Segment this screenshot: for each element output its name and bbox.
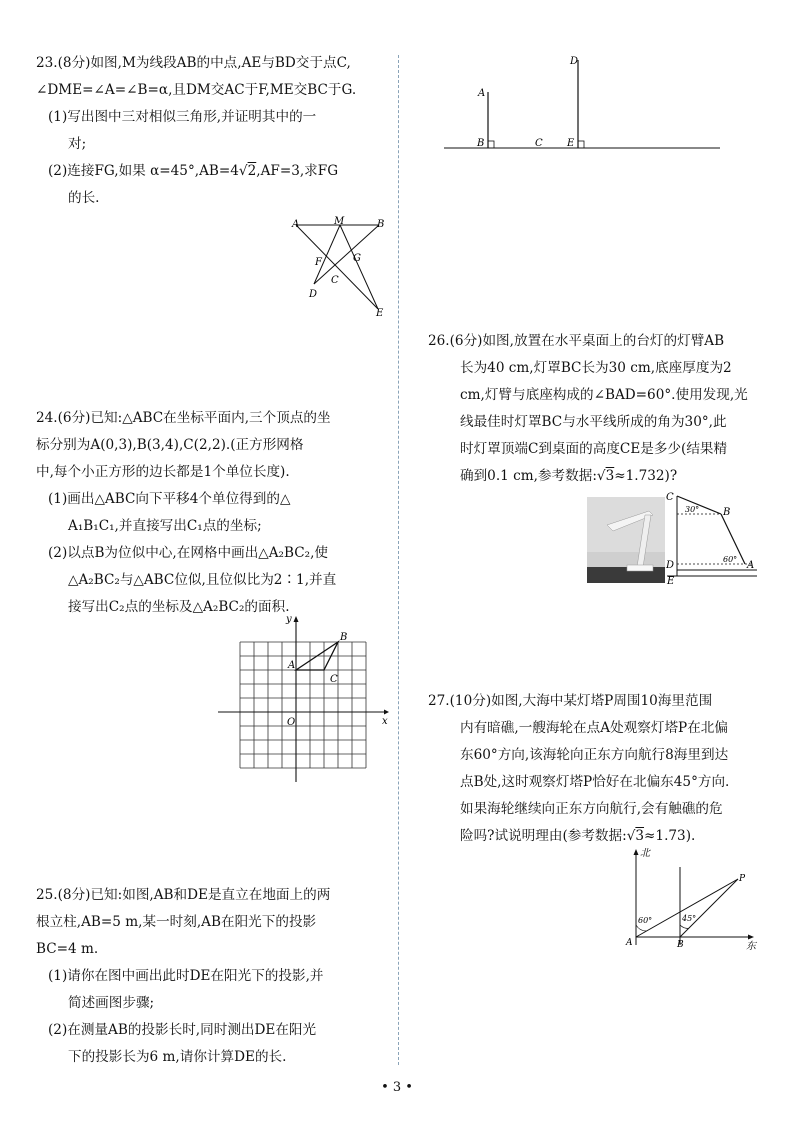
q23-line-1: 23.(8分)如图,M为线段AB的中点,AE与BD交于点C, bbox=[36, 55, 351, 71]
q23-part-2: (2)连接FG,如果 α=45°,AB=4√2,AF=3,求FG bbox=[48, 163, 339, 179]
q25-line-3: BC=4 m. bbox=[36, 941, 99, 957]
question-25 bbox=[36, 882, 396, 1071]
q27-line-6: 险吗?试说明理由(参考数据:√3≈1.73). bbox=[460, 828, 696, 844]
q24-part-1-cont: A₁B₁C₁,并直接写出C₁点的坐标; bbox=[68, 518, 262, 534]
right-angle-b bbox=[488, 141, 494, 148]
q27-line-1: 27.(10分)如图,大海中某灯塔P周围10海里范围 bbox=[428, 693, 713, 709]
label-a: A bbox=[747, 560, 755, 571]
q24-line-3: 中,每个小正方形的边长都是1个单位长度). bbox=[36, 464, 290, 480]
label-north: 北 bbox=[640, 848, 650, 859]
line-bp bbox=[680, 879, 738, 937]
q27-line-5: 如果海轮继续向正东方向航行,会有触礁的危 bbox=[460, 801, 723, 817]
label-origin: O bbox=[287, 717, 296, 728]
q25-pillars-figure bbox=[440, 52, 725, 152]
q27-line-4: 点B处,这时观察灯塔P恰好在北偏东45°方向. bbox=[460, 774, 730, 790]
label-c: C bbox=[330, 674, 338, 685]
label-c: C bbox=[535, 138, 543, 149]
q24-part-2-cont: △A₂BC₂与△ABC位似,且位似比为2∶1,并直 bbox=[68, 572, 337, 588]
q23-part-1: (1)写出图中三对相似三角形,并证明其中的一 bbox=[48, 109, 317, 125]
q25-part-1: (1)请你在图中画出此时DE在阳光下的投影,并 bbox=[48, 968, 324, 984]
question-26 bbox=[428, 328, 768, 490]
q23-part-1-cont: 对; bbox=[68, 136, 87, 152]
label-p: P bbox=[739, 874, 746, 884]
q24-grid-figure bbox=[212, 610, 392, 785]
angle-60: 60° bbox=[723, 555, 738, 564]
q24-part-2-cont2: 接写出C₂点的坐标及△A₂BC₂的面积. bbox=[68, 599, 290, 615]
label-d: D bbox=[309, 289, 318, 300]
segment-bd bbox=[314, 225, 379, 284]
q26-line-3: cm,灯臂与底座构成的∠BAD=60°.使用发现,光 bbox=[460, 387, 748, 403]
q23-part-2-cont: 的长. bbox=[68, 190, 100, 206]
label-e: E bbox=[567, 138, 575, 149]
q27-line-2: 内有暗礁,一艘海轮在点A处观察灯塔P在北偏 bbox=[460, 720, 728, 736]
label-b: B bbox=[340, 632, 348, 643]
q25-part-2: (2)在测量AB的投影长时,同时测出DE在阳光 bbox=[48, 1022, 317, 1038]
q25-line-1: 25.(8分)已知:如图,AB和DE是直立在地面上的两 bbox=[36, 887, 331, 903]
q25-part-2-cont: 下的投影长为6 m,请你计算DE的长. bbox=[68, 1049, 287, 1065]
label-a: A bbox=[626, 938, 633, 948]
label-g: G bbox=[353, 253, 361, 264]
q24-part-1: (1)画出△ABC向下平移4个单位得到的△ bbox=[48, 491, 291, 507]
q26-line-2: 长为40 cm,灯罩BC长为30 cm,底座厚度为2 bbox=[460, 360, 732, 376]
angle-30: 30° bbox=[685, 505, 700, 514]
q26-line-5: 时灯罩顶端C到桌面的高度CE是多少(结果精 bbox=[460, 441, 728, 457]
label-b: B bbox=[723, 507, 731, 518]
label-e: E bbox=[376, 308, 384, 318]
question-24 bbox=[36, 405, 396, 621]
label-m: M bbox=[334, 216, 345, 227]
label-f: F bbox=[315, 257, 322, 268]
q26-lamp-photo bbox=[587, 497, 665, 583]
q23-star-figure bbox=[288, 213, 392, 318]
label-y: y bbox=[286, 614, 292, 625]
label-a: A bbox=[478, 88, 486, 99]
q27-line-3: 东60°方向,该海轮向正东方向航行8海里到达 bbox=[460, 747, 729, 763]
q24-part-2: (2)以点B为位似中心,在网格中画出△A₂BC₂,使 bbox=[48, 545, 329, 561]
q27-bearing-figure bbox=[618, 845, 763, 955]
label-a: A bbox=[292, 219, 300, 230]
question-23 bbox=[36, 50, 396, 212]
q26-line-1: 26.(6分)如图,放置在水平桌面上的台灯的灯臂AB bbox=[428, 333, 725, 349]
angle-60: 60° bbox=[638, 916, 653, 925]
label-a: A bbox=[288, 660, 296, 671]
label-c: C bbox=[331, 275, 339, 286]
q26-line-4: 线最佳时灯罩BC与水平线所成的角为30°,此 bbox=[460, 414, 727, 430]
column-divider bbox=[398, 55, 399, 1065]
grid-lines bbox=[240, 642, 366, 768]
q25-part-1-cont: 简述画图步骤; bbox=[68, 995, 155, 1011]
label-d: D bbox=[666, 560, 675, 571]
angle-45: 45° bbox=[682, 914, 697, 923]
page-number: • 3 • bbox=[381, 1080, 413, 1095]
q24-line-1: 24.(6分)已知:△ABC在坐标平面内,三个顶点的坐 bbox=[36, 410, 331, 426]
label-d: D bbox=[570, 56, 579, 67]
label-x: x bbox=[382, 716, 388, 727]
label-b: B bbox=[477, 138, 485, 149]
question-27 bbox=[428, 688, 768, 850]
segment-me bbox=[340, 225, 378, 309]
q23-line-2: ∠DME=∠A=∠B=α,且DM交AC于F,ME交BC于G. bbox=[36, 82, 357, 98]
label-e: E bbox=[667, 576, 675, 585]
q26-line-6: 确到0.1 cm,参考数据:√3≈1.732)? bbox=[460, 468, 678, 484]
right-angle-e bbox=[578, 141, 584, 148]
label-east: 东 bbox=[746, 941, 756, 952]
label-c: C bbox=[666, 492, 674, 503]
q25-line-2: 根立柱,AB=5 m,某一时刻,AB在阳光下的投影 bbox=[36, 914, 317, 930]
label-b: B bbox=[677, 940, 684, 950]
label-b: B bbox=[377, 219, 385, 230]
q24-line-2: 标分别为A(0,3),B(3,4),C(2,2).(正方形网格 bbox=[36, 437, 304, 453]
q26-lamp-diagram bbox=[665, 490, 760, 585]
